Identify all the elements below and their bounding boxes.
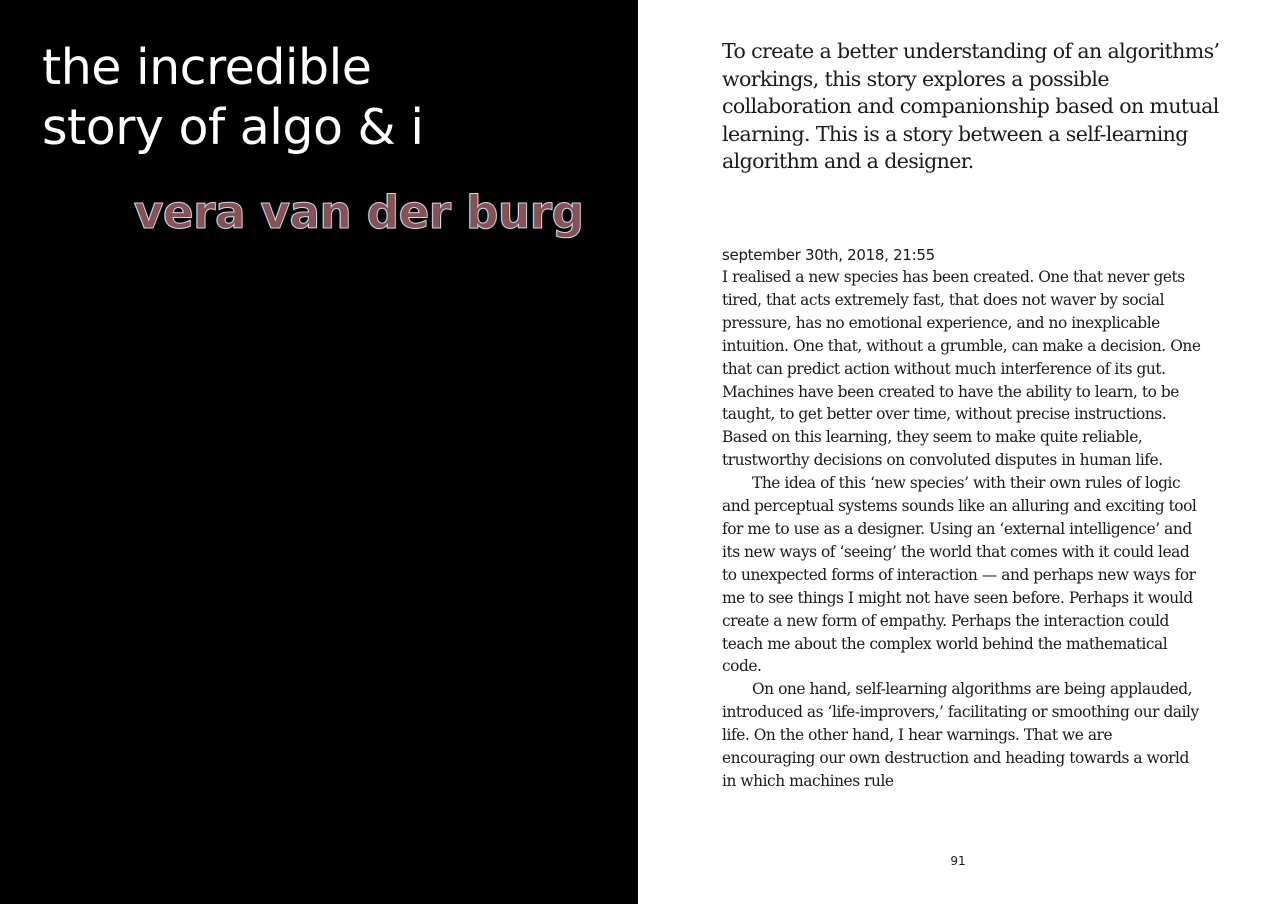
right-page xyxy=(638,0,1275,904)
page-number: 91 xyxy=(950,854,966,868)
intro-paragraph: To create a better understanding of an algorithms’ workings, this story explores a possible collaboration and companionship based on mutual learning. This is a story between a self-learning algorithm and a designer. xyxy=(722,39,1220,173)
entry-date: september 30th, 2018, 21:55 xyxy=(722,246,935,264)
title-line-1: the incredible xyxy=(42,39,372,96)
title-line-2: story of algo & i xyxy=(42,99,424,156)
body-paragraph-1: I realised a new species has been created. One that never gets tired, that acts extremely fast, that does not waver by social pressure, has no emotional experience, and no inexplicable intuition. One that, without a grumble, can make a decision. One that can predict action without much interference of its gut. Machines have been created to have the ability to learn, to be taught, to get better over time, without precise instructions. Based on this learning, they seem to make quite reliable, trustworthy decisions on convoluted disputes in human life. xyxy=(722,268,1201,470)
body-text xyxy=(722,266,1202,793)
body-paragraph-3: On one hand, self-learning algorithms are being applauded, introduced as ‘life-improvers,’ facilitating or smoothing our daily life. On the other hand, I hear warnings. That we are encouraging our own destruction and heading towards a world in which machines rule xyxy=(722,680,1199,790)
author-name: vera van der burg xyxy=(134,186,584,239)
body-paragraph-2: The idea of this ‘new species’ with their own rules of logic and perceptual systems sounds like an alluring and exciting tool for me to use as a designer. Using an ‘external intelligence’ and its new ways of ‘seeing’ the world that comes with it could lead to unexpected forms of interaction — and perhaps new ways for me to see things I might not have seen before. Perhaps it would create a new form of empathy. Perhaps the interaction could teach me about the complex world behind the mathematical code. xyxy=(722,474,1197,676)
